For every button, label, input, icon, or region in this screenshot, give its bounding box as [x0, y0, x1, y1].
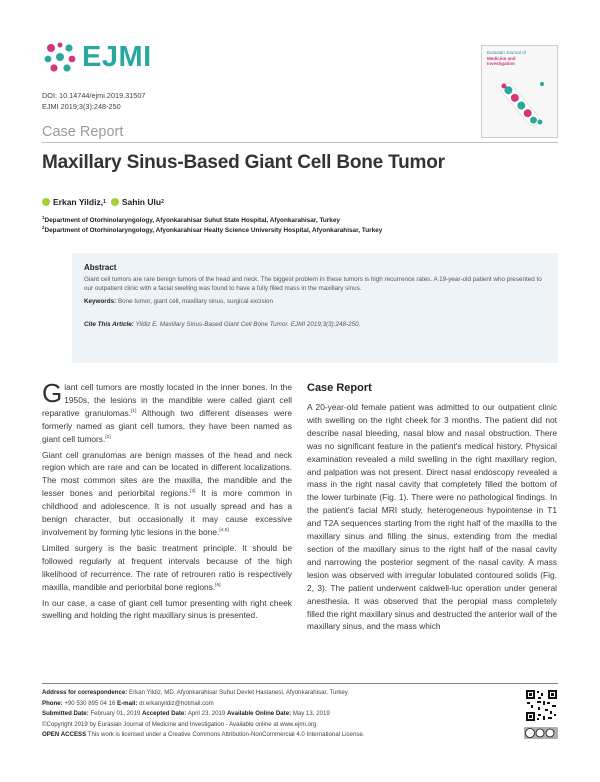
correspondence: Address for correspondence: Erkan Yildiz, MD. Afyonkarahisar Suhut Devlet Hastanesi, Afyonkarahisar, Turkey	[42, 689, 348, 696]
affiliation-number: 1	[42, 215, 45, 220]
citation-ref[interactable]: [4,5]	[219, 528, 229, 534]
author-name: Sahin Ulu	[121, 197, 162, 207]
contact: Phone: +90 530 895 04 16 E-mail: dr.erkanyildiz@hotmail.com	[42, 699, 214, 707]
paragraph: Giant cell granulomas are benign masses of the head and neck region which are rare and can be located in different localizations. The most common sites are the maxilla, the mandible and the lesser bones and periorbital regions.[3] It is more common in childhood and adolescence. It is not usually spread and has a benign character, but occasionally it may cause excessive involvement by forming lytic lesions in the bone.[4,5]	[42, 449, 292, 537]
author-affil-ref: 1	[103, 199, 106, 205]
ejmi-logo-icon	[42, 40, 78, 74]
divider	[42, 142, 558, 143]
journal-cover	[481, 45, 558, 138]
keywords	[84, 298, 546, 305]
citation-ref[interactable]: [3]	[190, 489, 196, 495]
author-affil-ref: 2	[161, 199, 164, 205]
abstract-box	[72, 253, 558, 363]
copyright: ©Copyright 2019 by Eurasian Journal of Medicine and Investigation - Available online at www.ejmi.org	[42, 720, 317, 728]
affiliation	[42, 215, 340, 224]
affiliation-text: Department of Otorhinolaryngology, Afyonkarahisar Suhut State Hospital, Afyonkarahisar, Turkey	[44, 217, 340, 225]
email-link[interactable]: dr.erkanyildiz@hotmail.com	[139, 699, 214, 707]
journal-logo	[42, 40, 152, 74]
orcid-icon[interactable]	[42, 198, 50, 206]
section-heading: Case Report	[307, 382, 372, 394]
body-column-left	[42, 378, 292, 625]
orcid-icon[interactable]	[111, 198, 119, 206]
journal-citation: EJMI 2019;3(3):248-250	[42, 102, 121, 111]
keywords-text: Bone tumor, giant cell, maxillary sinus, surgical excision	[117, 298, 273, 306]
cover-art	[482, 46, 558, 138]
article-title: Maxillary Sinus-Based Giant Cell Bone Tumor	[42, 152, 445, 173]
abstract-text: Giant cell tumors are rare benign tumors of the head and neck. The biggest problem in these tumors is high recurrence rates. A 19-year-old patient who presented to our outpatient clinic with a facial swelling was found to have a fully filled mass in the maxillary sinus.	[84, 276, 542, 292]
cover-line-2: Medicine and	[487, 55, 516, 61]
affiliation-number: 2	[42, 225, 45, 230]
citation-ref[interactable]: [6]	[215, 582, 221, 588]
body-column-right	[307, 381, 557, 636]
paragraph: In our case, a case of giant cell tumor presenting with right cheek swelling and holding the right maxillary sinus is presented.	[42, 597, 292, 621]
cite-text: Yildiz E. Maxillary Sinus-Based Giant Cell Bone Tumor. EJMI 2019;3(3):248-250.	[135, 321, 361, 329]
paragraph: Limited surgery is the basic treatment principle. It should be followed regularly at frequent intervals because of the high likelihood of recurrence. The rate of retrouren ratio is respectively maxilla, mandible and periorbital bone regions.[6]	[42, 542, 292, 592]
journal-logo-text: EJMI	[82, 40, 152, 73]
dates: Submitted Date: February 01, 2019 Accepted Date: April 23, 2019 Available Online Date: May 13, 2019	[42, 710, 330, 717]
article-type: Case Report	[42, 124, 124, 140]
drop-cap: G	[42, 378, 63, 408]
doi[interactable]: DOI: 10.14744/ejmi.2019.31507	[42, 91, 146, 100]
paragraph: Giant cell tumors are mostly located in the inner bones. In the 1950s, the lesions in the mandible were called giant cell reparative granulomas.[1] Although two different diseases were formerly named as giant cell tumors, they have been named as giant cell tumors.[2]	[42, 378, 292, 444]
author-list	[42, 197, 164, 207]
abstract-heading: Abstract	[84, 263, 117, 272]
qr-code-icon[interactable]	[525, 689, 558, 722]
license: OPEN ACCESS This work is licensed under a Creative Commons Attribution-NonCommercial 4.0 International License.	[42, 731, 365, 738]
author-name: Erkan Yildiz,	[53, 197, 104, 207]
cite-this-article	[84, 321, 546, 328]
footer-divider	[42, 683, 558, 684]
creative-commons-icon[interactable]	[524, 727, 558, 739]
citation-ref[interactable]: [1]	[131, 409, 137, 415]
cite-label: Cite This Article:	[84, 321, 134, 329]
affiliation	[42, 225, 382, 234]
cover-line-1: Eurasian Journal of	[487, 50, 526, 55]
affiliation-text: Department of Otorhinolaryngology, Afyonkarahisar Healty Science University Hospital, Afyonkarahisar, Turkey	[44, 227, 383, 235]
paragraph: A 20-year-old female patient was admitted to our outpatient clinic with swelling on the right cheek for 3 months. The patient did not describe nasal bleeding, nasal blow and nasal obstruction. There was no significant feature in the patient's medical history. Physical examination revealed a mild swelling in the right maxillary region, and palpation was not present. Direct nasal endoscopy revealed a mass in the right nasal cavity that completely filled the bottom of the lower turbinate (Fig. 1). There were no pathological findings. In the patient's facial MRI study, heterogeneous hypointense in T1 and T2A sequences starting from the right half of the maxilla to the maxillary sinus and filling the sinus, extending from the medial section of the maxillary sinus to the right half of the nasal cavity and narrowing the posterior segment of the nasal cavity. A mass lesion was observed with irregular lobulated contoured solids (Fig. 2, 3). The patient underwent caldwell-luc operation under general anesthesia. It was observed that the peropial mass completely filled the right maxillary sinus and destructed the anterior wall of the maxillary sinus, and the mass which	[307, 402, 557, 632]
footer	[42, 688, 482, 741]
citation-ref[interactable]: [2]	[105, 434, 111, 440]
cover-line-3: Investigation	[487, 61, 515, 66]
keywords-label: Keywords:	[84, 298, 117, 306]
journal-meta	[42, 90, 145, 112]
